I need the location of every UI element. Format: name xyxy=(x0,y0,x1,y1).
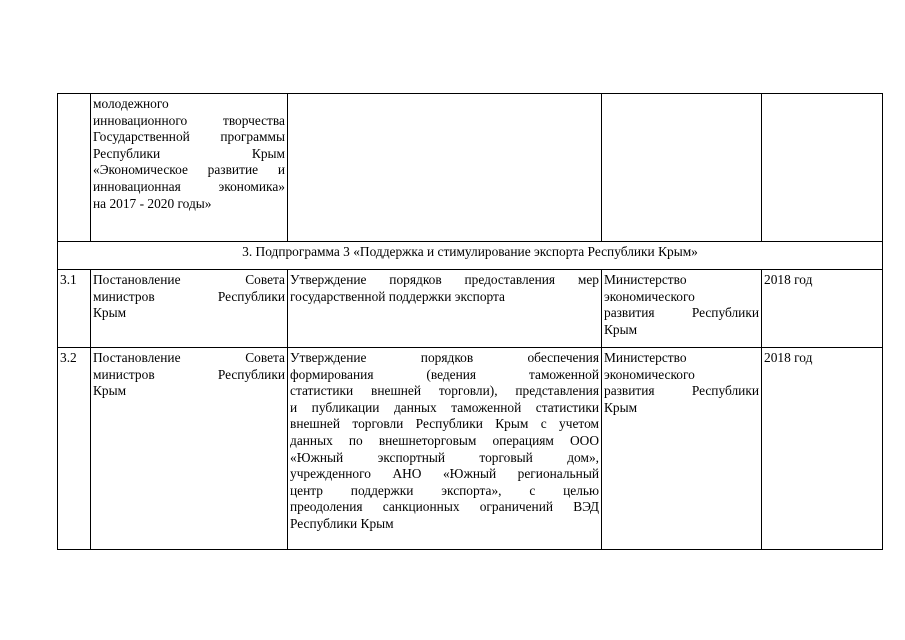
text-line: Крым xyxy=(604,399,638,415)
text-line: экономического xyxy=(604,366,695,382)
text-line: развития Республики xyxy=(604,305,759,321)
text-line: статистики внешней торговли), представления xyxy=(290,383,599,399)
text-line: и публикации данных таможенной статистики xyxy=(290,399,599,415)
text-line: Республики Крым xyxy=(290,515,394,531)
text-line: развития Республики xyxy=(604,383,759,399)
text-line: Министерство xyxy=(604,350,687,365)
text-line: Министерство xyxy=(604,272,687,287)
text-line: молодежного xyxy=(93,96,169,111)
text-line: «Экономическое развитие и xyxy=(93,162,285,178)
responsible-cell xyxy=(602,94,762,242)
deadline-cell xyxy=(762,94,883,242)
text-line: Утверждение порядков предоставления мер xyxy=(290,272,599,287)
row-number: 3.2 xyxy=(58,348,91,550)
content-cell xyxy=(288,348,602,550)
text-line: инновационная экономика» xyxy=(93,178,285,194)
text-line: данных по внешнеторговым операциям ООО xyxy=(290,432,599,448)
table-row xyxy=(58,270,883,348)
text-line: Утверждение порядков обеспечения xyxy=(290,350,599,365)
text-line: преодоления санкционных ограничений ВЭД xyxy=(290,499,599,515)
section-header: 3. Подпрограмма 3 «Поддержка и стимулирование экспорта Республики Крым» xyxy=(58,242,883,270)
text-line: Государственной программы xyxy=(93,129,285,145)
text-line: внешней торговли Республики Крым с учетом xyxy=(290,416,599,432)
text-line: министров Республики xyxy=(93,288,285,304)
responsible-cell xyxy=(602,348,762,550)
text-line: Крым xyxy=(93,383,127,399)
deadline-cell: 2018 год xyxy=(762,270,883,348)
text-line: Постановление Совета xyxy=(93,272,285,287)
text-line: центр поддержки экспорта», с целью xyxy=(290,482,599,498)
responsible-cell xyxy=(602,270,762,348)
content-cell xyxy=(288,94,602,242)
text-line: на 2017 - 2020 годы» xyxy=(93,195,212,211)
text-line: экономического xyxy=(604,288,695,304)
document-cell xyxy=(91,270,288,348)
document-cell xyxy=(91,94,288,242)
deadline-cell: 2018 год xyxy=(762,348,883,550)
text-line: формирования (ведения таможенной xyxy=(290,366,599,382)
text-line: учрежденного АНО «Южный региональный xyxy=(290,466,599,482)
content-cell xyxy=(288,270,602,348)
text-line: Крым xyxy=(93,305,127,321)
row-number: 3.1 xyxy=(58,270,91,348)
text-line: инновационного творчества xyxy=(93,112,285,128)
measures-table xyxy=(57,93,883,550)
text-line: Постановление Совета xyxy=(93,350,285,365)
text-line: «Южный экспортный торговый дом», xyxy=(290,449,599,465)
text-line: государственной поддержки экспорта xyxy=(290,288,505,304)
text-line: Крым xyxy=(604,321,638,337)
text-line: министров Республики xyxy=(93,366,285,382)
row-number xyxy=(58,94,91,242)
text-line: Республики Крым xyxy=(93,145,285,161)
table-row xyxy=(58,348,883,550)
section-header-row xyxy=(58,242,883,270)
document-cell xyxy=(91,348,288,550)
table-row xyxy=(58,94,883,242)
